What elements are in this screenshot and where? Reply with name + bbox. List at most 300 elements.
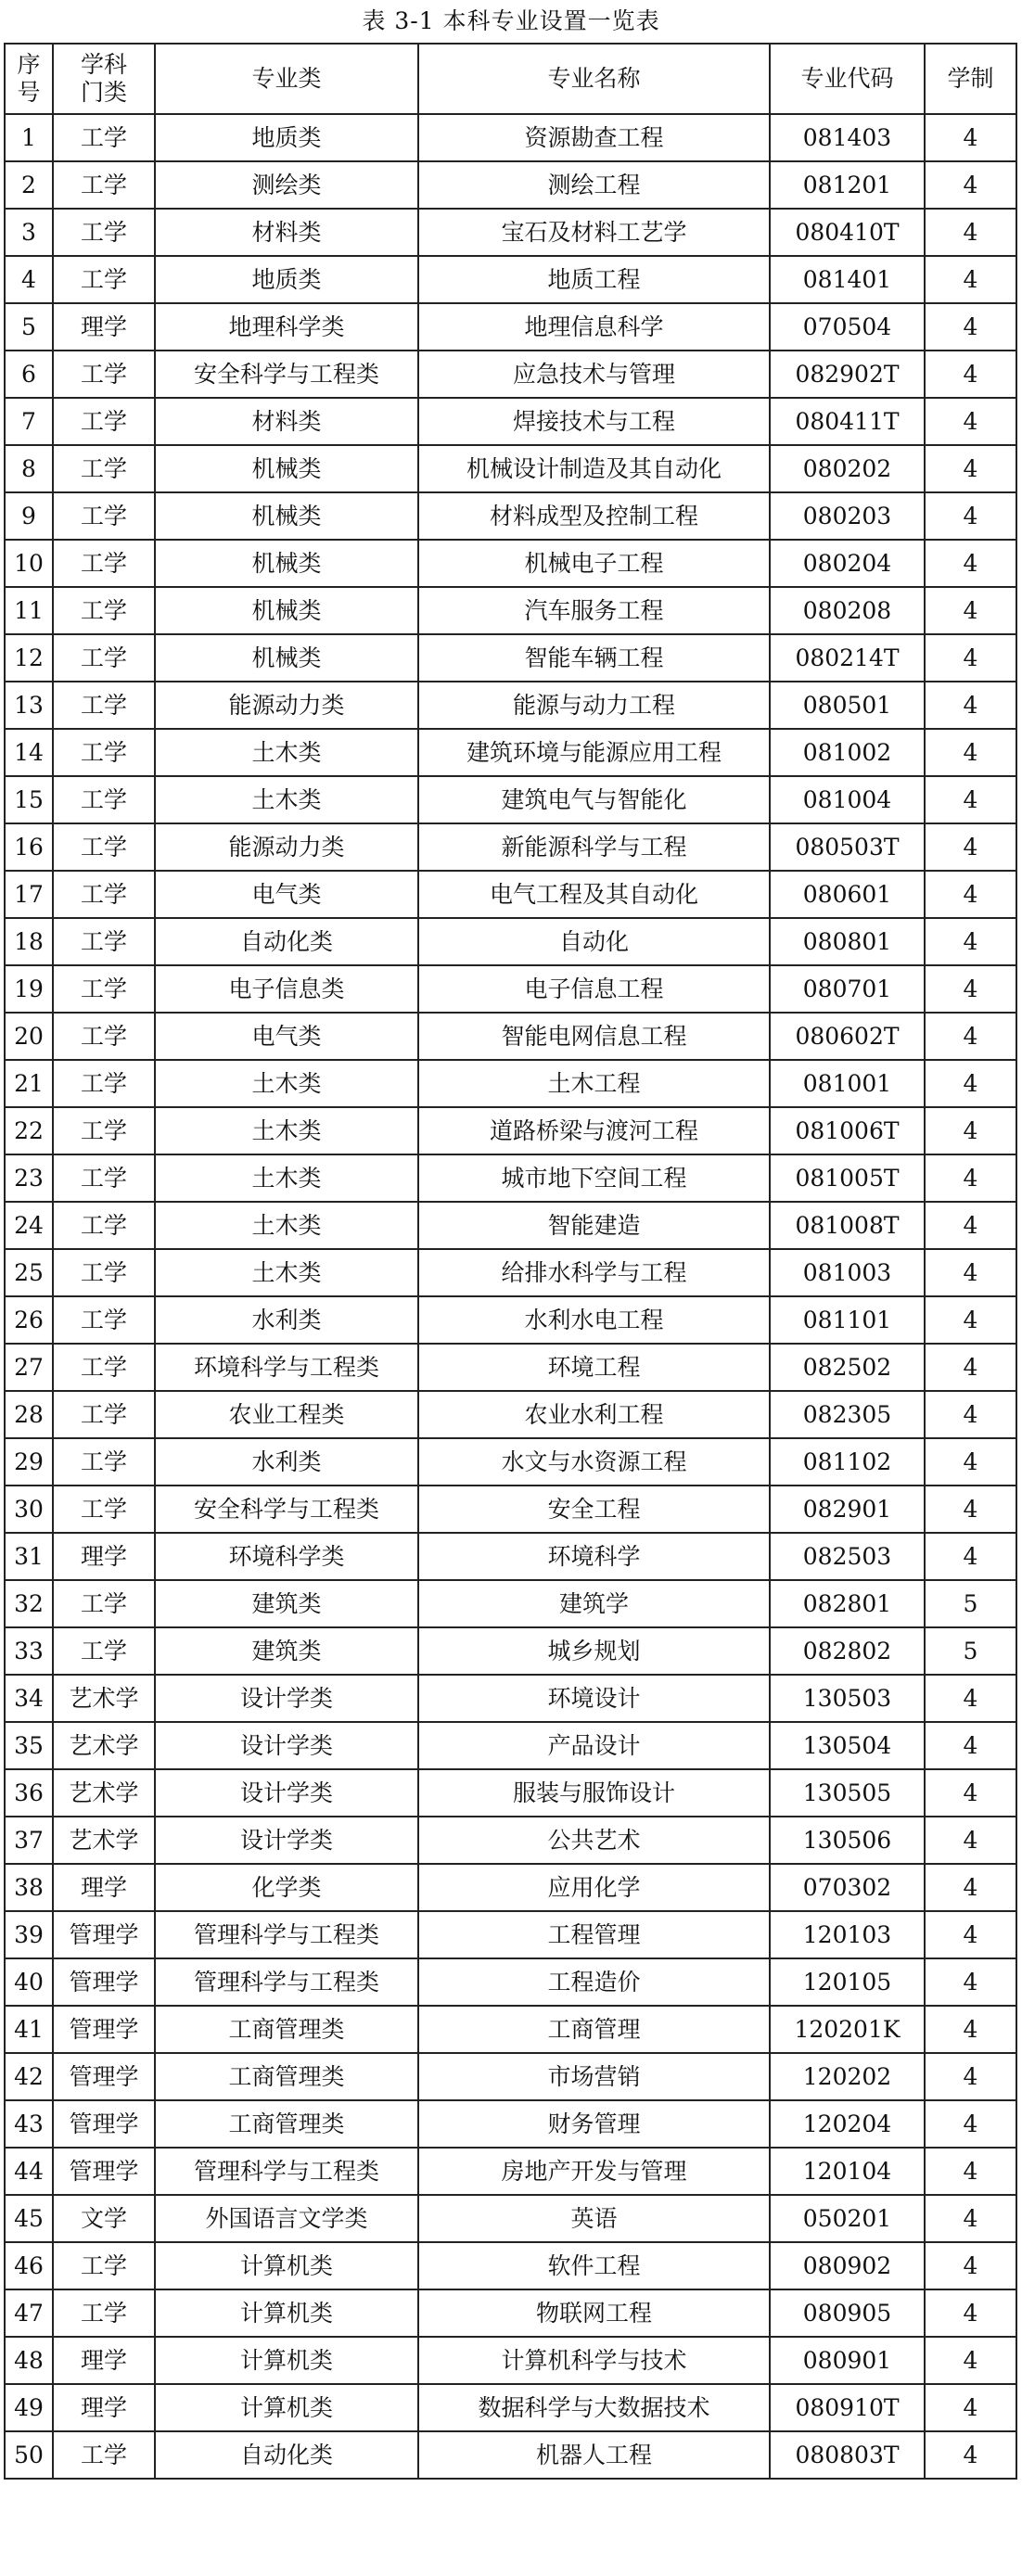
- table-row: [5, 587, 1016, 634]
- cell-discipline: 管理学: [53, 2100, 155, 2148]
- cell-no: 25: [5, 1249, 53, 1296]
- table-row: [5, 2148, 1016, 2195]
- table-row: [5, 351, 1016, 398]
- cell-category: 安全科学与工程类: [155, 351, 418, 398]
- cell-no: 31: [5, 1533, 53, 1580]
- cell-category: 计算机类: [155, 2384, 418, 2431]
- cell-no: 29: [5, 1438, 53, 1486]
- cell-length: 4: [925, 351, 1016, 398]
- cell-no: 17: [5, 871, 53, 918]
- cell-name: 水利水电工程: [418, 1296, 770, 1344]
- cell-no: 41: [5, 2006, 53, 2053]
- cell-no: 26: [5, 1296, 53, 1344]
- cell-discipline: 工学: [53, 398, 155, 445]
- cell-category: 化学类: [155, 1864, 418, 1911]
- cell-length: 4: [925, 823, 1016, 871]
- cell-length: 4: [925, 1154, 1016, 1202]
- cell-length: 4: [925, 2431, 1016, 2479]
- table-row: [5, 1675, 1016, 1722]
- cell-code: 080801: [770, 918, 925, 965]
- cell-discipline: 工学: [53, 1296, 155, 1344]
- cell-length: 4: [925, 1249, 1016, 1296]
- cell-code: 082305: [770, 1391, 925, 1438]
- cell-discipline: 艺术学: [53, 1769, 155, 1817]
- cell-name: 测绘工程: [418, 161, 770, 209]
- cell-code: 082801: [770, 1580, 925, 1627]
- cell-length: 4: [925, 1391, 1016, 1438]
- cell-no: 37: [5, 1817, 53, 1864]
- cell-code: 080204: [770, 540, 925, 587]
- table-row: [5, 161, 1016, 209]
- cell-no: 39: [5, 1911, 53, 1958]
- cell-no: 10: [5, 540, 53, 587]
- cell-discipline: 工学: [53, 351, 155, 398]
- cell-no: 9: [5, 492, 53, 540]
- table-row: [5, 1580, 1016, 1627]
- cell-name: 应用化学: [418, 1864, 770, 1911]
- cell-length: 4: [925, 1296, 1016, 1344]
- cell-length: 4: [925, 1769, 1016, 1817]
- table-row: [5, 1438, 1016, 1486]
- cell-name: 电气工程及其自动化: [418, 871, 770, 918]
- cell-code: 081003: [770, 1249, 925, 1296]
- cell-category: 管理科学与工程类: [155, 2148, 418, 2195]
- cell-code: 080203: [770, 492, 925, 540]
- cell-discipline: 工学: [53, 776, 155, 823]
- table-row: [5, 398, 1016, 445]
- cell-name: 服装与服饰设计: [418, 1769, 770, 1817]
- cell-no: 50: [5, 2431, 53, 2479]
- cell-name: 英语: [418, 2195, 770, 2242]
- cell-code: 080411T: [770, 398, 925, 445]
- cell-no: 6: [5, 351, 53, 398]
- cell-length: 4: [925, 918, 1016, 965]
- cell-discipline: 理学: [53, 2337, 155, 2384]
- table-row: [5, 540, 1016, 587]
- cell-length: 4: [925, 1107, 1016, 1154]
- cell-no: 35: [5, 1722, 53, 1769]
- cell-code: 080701: [770, 965, 925, 1013]
- cell-no: 38: [5, 1864, 53, 1911]
- cell-length: 4: [925, 587, 1016, 634]
- cell-name: 智能电网信息工程: [418, 1013, 770, 1060]
- cell-discipline: 工学: [53, 492, 155, 540]
- cell-name: 建筑环境与能源应用工程: [418, 729, 770, 776]
- table-header: [5, 44, 1016, 114]
- cell-no: 42: [5, 2053, 53, 2100]
- cell-no: 5: [5, 303, 53, 351]
- cell-category: 材料类: [155, 398, 418, 445]
- cell-code: 080602T: [770, 1013, 925, 1060]
- table-row: [5, 634, 1016, 682]
- cell-length: 4: [925, 776, 1016, 823]
- cell-discipline: 工学: [53, 209, 155, 256]
- cell-category: 工商管理类: [155, 2006, 418, 2053]
- cell-discipline: 工学: [53, 1202, 155, 1249]
- cell-code: 082503: [770, 1533, 925, 1580]
- cell-no: 18: [5, 918, 53, 965]
- cell-category: 设计学类: [155, 1817, 418, 1864]
- cell-length: 4: [925, 445, 1016, 492]
- cell-category: 土木类: [155, 1249, 418, 1296]
- table-row: [5, 2337, 1016, 2384]
- cell-code: 130503: [770, 1675, 925, 1722]
- cell-category: 测绘类: [155, 161, 418, 209]
- cell-name: 土木工程: [418, 1060, 770, 1107]
- cell-name: 物联网工程: [418, 2289, 770, 2337]
- cell-code: 130504: [770, 1722, 925, 1769]
- cell-no: 27: [5, 1344, 53, 1391]
- cell-name: 智能建造: [418, 1202, 770, 1249]
- cell-name: 材料成型及控制工程: [418, 492, 770, 540]
- cell-code: 081006T: [770, 1107, 925, 1154]
- cell-code: 081001: [770, 1060, 925, 1107]
- cell-no: 30: [5, 1486, 53, 1533]
- table-row: [5, 1296, 1016, 1344]
- cell-category: 土木类: [155, 1060, 418, 1107]
- cell-name: 数据科学与大数据技术: [418, 2384, 770, 2431]
- table-row: [5, 1344, 1016, 1391]
- table-row: [5, 2289, 1016, 2337]
- cell-discipline: 工学: [53, 540, 155, 587]
- cell-no: 36: [5, 1769, 53, 1817]
- cell-discipline: 管理学: [53, 1958, 155, 2006]
- cell-discipline: 艺术学: [53, 1817, 155, 1864]
- table-row: [5, 303, 1016, 351]
- cell-discipline: 工学: [53, 871, 155, 918]
- cell-discipline: 工学: [53, 1580, 155, 1627]
- cell-code: 080208: [770, 587, 925, 634]
- cell-length: 4: [925, 634, 1016, 682]
- cell-name: 新能源科学与工程: [418, 823, 770, 871]
- cell-code: 081005T: [770, 1154, 925, 1202]
- table-row: [5, 1249, 1016, 1296]
- cell-name: 房地产开发与管理: [418, 2148, 770, 2195]
- cell-code: 082502: [770, 1344, 925, 1391]
- cell-no: 43: [5, 2100, 53, 2148]
- cell-length: 4: [925, 209, 1016, 256]
- cell-name: 水文与水资源工程: [418, 1438, 770, 1486]
- cell-name: 城市地下空间工程: [418, 1154, 770, 1202]
- cell-no: 1: [5, 114, 53, 161]
- cell-length: 4: [925, 2195, 1016, 2242]
- cell-name: 市场营销: [418, 2053, 770, 2100]
- cell-no: 49: [5, 2384, 53, 2431]
- cell-no: 11: [5, 587, 53, 634]
- cell-no: 13: [5, 682, 53, 729]
- cell-code: 080902: [770, 2242, 925, 2289]
- cell-discipline: 工学: [53, 823, 155, 871]
- cell-name: 工商管理: [418, 2006, 770, 2053]
- header-name: 专业名称: [418, 44, 770, 114]
- cell-category: 机械类: [155, 634, 418, 682]
- table-row: [5, 1391, 1016, 1438]
- cell-code: 080905: [770, 2289, 925, 2337]
- cell-category: 水利类: [155, 1296, 418, 1344]
- cell-length: 4: [925, 114, 1016, 161]
- cell-no: 44: [5, 2148, 53, 2195]
- cell-discipline: 工学: [53, 1486, 155, 1533]
- cell-code: 070302: [770, 1864, 925, 1911]
- cell-discipline: 工学: [53, 1627, 155, 1675]
- cell-category: 地质类: [155, 114, 418, 161]
- cell-no: 32: [5, 1580, 53, 1627]
- cell-name: 应急技术与管理: [418, 351, 770, 398]
- cell-length: 4: [925, 2006, 1016, 2053]
- cell-no: 21: [5, 1060, 53, 1107]
- cell-name: 工程造价: [418, 1958, 770, 2006]
- cell-no: 20: [5, 1013, 53, 1060]
- cell-discipline: 理学: [53, 1864, 155, 1911]
- cell-name: 产品设计: [418, 1722, 770, 1769]
- cell-length: 4: [925, 1864, 1016, 1911]
- cell-name: 宝石及材料工艺学: [418, 209, 770, 256]
- header-discipline-line1: 学科: [80, 51, 127, 78]
- cell-length: 5: [925, 1580, 1016, 1627]
- cell-no: 46: [5, 2242, 53, 2289]
- cell-length: 4: [925, 1060, 1016, 1107]
- cell-code: 120202: [770, 2053, 925, 2100]
- cell-length: 4: [925, 1486, 1016, 1533]
- cell-category: 安全科学与工程类: [155, 1486, 418, 1533]
- table-row: [5, 2384, 1016, 2431]
- cell-length: 4: [925, 871, 1016, 918]
- cell-category: 电气类: [155, 1013, 418, 1060]
- table-row: [5, 1958, 1016, 2006]
- cell-name: 机器人工程: [418, 2431, 770, 2479]
- cell-discipline: 工学: [53, 1391, 155, 1438]
- cell-code: 120103: [770, 1911, 925, 1958]
- table-row: [5, 1864, 1016, 1911]
- cell-discipline: 工学: [53, 2242, 155, 2289]
- cell-code: 080214T: [770, 634, 925, 682]
- cell-length: 4: [925, 2337, 1016, 2384]
- cell-discipline: 工学: [53, 256, 155, 303]
- table-row: [5, 1107, 1016, 1154]
- table-row: [5, 918, 1016, 965]
- cell-category: 能源动力类: [155, 682, 418, 729]
- cell-category: 电子信息类: [155, 965, 418, 1013]
- cell-name: 电子信息工程: [418, 965, 770, 1013]
- cell-discipline: 理学: [53, 1533, 155, 1580]
- table-row: [5, 776, 1016, 823]
- cell-length: 4: [925, 1202, 1016, 1249]
- cell-length: 4: [925, 965, 1016, 1013]
- cell-category: 环境科学与工程类: [155, 1344, 418, 1391]
- cell-length: 4: [925, 1722, 1016, 1769]
- cell-name: 公共艺术: [418, 1817, 770, 1864]
- cell-length: 4: [925, 540, 1016, 587]
- table-row: [5, 1722, 1016, 1769]
- cell-length: 4: [925, 1911, 1016, 1958]
- cell-code: 080410T: [770, 209, 925, 256]
- table-row: [5, 114, 1016, 161]
- cell-name: 机械设计制造及其自动化: [418, 445, 770, 492]
- cell-discipline: 工学: [53, 1249, 155, 1296]
- cell-code: 080501: [770, 682, 925, 729]
- cell-category: 管理科学与工程类: [155, 1911, 418, 1958]
- cell-discipline: 管理学: [53, 2053, 155, 2100]
- cell-no: 23: [5, 1154, 53, 1202]
- cell-name: 地理信息科学: [418, 303, 770, 351]
- cell-no: 12: [5, 634, 53, 682]
- cell-length: 4: [925, 398, 1016, 445]
- cell-discipline: 工学: [53, 918, 155, 965]
- cell-name: 智能车辆工程: [418, 634, 770, 682]
- cell-category: 机械类: [155, 587, 418, 634]
- cell-discipline: 工学: [53, 2289, 155, 2337]
- cell-code: 081008T: [770, 1202, 925, 1249]
- header-code: 专业代码: [770, 44, 925, 114]
- table-row: [5, 1154, 1016, 1202]
- cell-discipline: 工学: [53, 587, 155, 634]
- header-no-line1: 序: [17, 51, 41, 78]
- header-row: [5, 44, 1016, 114]
- cell-length: 4: [925, 1013, 1016, 1060]
- cell-category: 地质类: [155, 256, 418, 303]
- cell-discipline: 工学: [53, 682, 155, 729]
- cell-code: 081403: [770, 114, 925, 161]
- cell-name: 财务管理: [418, 2100, 770, 2148]
- cell-code: 130505: [770, 1769, 925, 1817]
- cell-code: 082802: [770, 1627, 925, 1675]
- table-row: [5, 492, 1016, 540]
- cell-category: 土木类: [155, 1107, 418, 1154]
- table-row: [5, 1202, 1016, 1249]
- table-row: [5, 256, 1016, 303]
- cell-name: 汽车服务工程: [418, 587, 770, 634]
- cell-name: 自动化: [418, 918, 770, 965]
- cell-discipline: 管理学: [53, 2148, 155, 2195]
- cell-name: 软件工程: [418, 2242, 770, 2289]
- cell-category: 电气类: [155, 871, 418, 918]
- cell-no: 47: [5, 2289, 53, 2337]
- cell-discipline: 管理学: [53, 1911, 155, 1958]
- cell-length: 4: [925, 1533, 1016, 1580]
- header-discipline-line2: 门类: [80, 79, 127, 106]
- table-row: [5, 445, 1016, 492]
- cell-name: 机械电子工程: [418, 540, 770, 587]
- cell-category: 土木类: [155, 1202, 418, 1249]
- cell-code: 080910T: [770, 2384, 925, 2431]
- cell-length: 4: [925, 2100, 1016, 2148]
- cell-length: 4: [925, 1958, 1016, 2006]
- cell-no: 16: [5, 823, 53, 871]
- cell-category: 管理科学与工程类: [155, 1958, 418, 2006]
- cell-name: 资源勘查工程: [418, 114, 770, 161]
- cell-category: 计算机类: [155, 2242, 418, 2289]
- table-row: [5, 1013, 1016, 1060]
- cell-length: 4: [925, 2289, 1016, 2337]
- cell-category: 建筑类: [155, 1580, 418, 1627]
- cell-code: 120105: [770, 1958, 925, 2006]
- cell-category: 设计学类: [155, 1675, 418, 1722]
- cell-discipline: 艺术学: [53, 1722, 155, 1769]
- cell-code: 081102: [770, 1438, 925, 1486]
- cell-length: 4: [925, 1344, 1016, 1391]
- cell-category: 机械类: [155, 445, 418, 492]
- cell-category: 环境科学类: [155, 1533, 418, 1580]
- cell-discipline: 工学: [53, 445, 155, 492]
- cell-no: 19: [5, 965, 53, 1013]
- cell-length: 4: [925, 2053, 1016, 2100]
- cell-discipline: 工学: [53, 729, 155, 776]
- cell-category: 计算机类: [155, 2289, 418, 2337]
- table-row: [5, 1533, 1016, 1580]
- header-no: [5, 44, 53, 114]
- cell-code: 081401: [770, 256, 925, 303]
- cell-category: 土木类: [155, 776, 418, 823]
- cell-name: 能源与动力工程: [418, 682, 770, 729]
- cell-discipline: 工学: [53, 114, 155, 161]
- cell-code: 080803T: [770, 2431, 925, 2479]
- cell-code: 081101: [770, 1296, 925, 1344]
- cell-code: 082902T: [770, 351, 925, 398]
- cell-code: 080503T: [770, 823, 925, 871]
- cell-category: 机械类: [155, 492, 418, 540]
- cell-category: 土木类: [155, 1154, 418, 1202]
- cell-category: 能源动力类: [155, 823, 418, 871]
- cell-discipline: 理学: [53, 303, 155, 351]
- cell-length: 5: [925, 1627, 1016, 1675]
- cell-code: 120201K: [770, 2006, 925, 2053]
- header-discipline: [53, 44, 155, 114]
- cell-code: 120104: [770, 2148, 925, 2195]
- cell-category: 自动化类: [155, 918, 418, 965]
- cell-name: 道路桥梁与渡河工程: [418, 1107, 770, 1154]
- table-row: [5, 1627, 1016, 1675]
- cell-code: 082901: [770, 1486, 925, 1533]
- cell-category: 设计学类: [155, 1722, 418, 1769]
- cell-discipline: 工学: [53, 965, 155, 1013]
- header-no-line2: 号: [17, 79, 41, 106]
- table-row: [5, 2431, 1016, 2479]
- cell-name: 建筑学: [418, 1580, 770, 1627]
- cell-length: 4: [925, 256, 1016, 303]
- header-category: 专业类: [155, 44, 418, 114]
- cell-name: 农业水利工程: [418, 1391, 770, 1438]
- table-row: [5, 209, 1016, 256]
- cell-discipline: 工学: [53, 1438, 155, 1486]
- header-length: 学制: [925, 44, 1016, 114]
- cell-no: 34: [5, 1675, 53, 1722]
- cell-category: 计算机类: [155, 2337, 418, 2384]
- cell-discipline: 工学: [53, 2431, 155, 2479]
- table-row: [5, 729, 1016, 776]
- cell-discipline: 工学: [53, 161, 155, 209]
- cell-discipline: 工学: [53, 1060, 155, 1107]
- cell-no: 2: [5, 161, 53, 209]
- cell-length: 4: [925, 2148, 1016, 2195]
- cell-code: 080601: [770, 871, 925, 918]
- cell-category: 农业工程类: [155, 1391, 418, 1438]
- cell-category: 建筑类: [155, 1627, 418, 1675]
- cell-code: 081002: [770, 729, 925, 776]
- cell-category: 外国语言文学类: [155, 2195, 418, 2242]
- cell-code: 050201: [770, 2195, 925, 2242]
- cell-no: 7: [5, 398, 53, 445]
- cell-length: 4: [925, 2384, 1016, 2431]
- cell-category: 水利类: [155, 1438, 418, 1486]
- table-caption: 表 3-1 本科专业设置一览表: [362, 7, 660, 34]
- cell-discipline: 工学: [53, 1154, 155, 1202]
- cell-no: 15: [5, 776, 53, 823]
- cell-discipline: 工学: [53, 1344, 155, 1391]
- cell-no: 4: [5, 256, 53, 303]
- cell-code: 120204: [770, 2100, 925, 2148]
- cell-category: 工商管理类: [155, 2053, 418, 2100]
- cell-no: 40: [5, 1958, 53, 2006]
